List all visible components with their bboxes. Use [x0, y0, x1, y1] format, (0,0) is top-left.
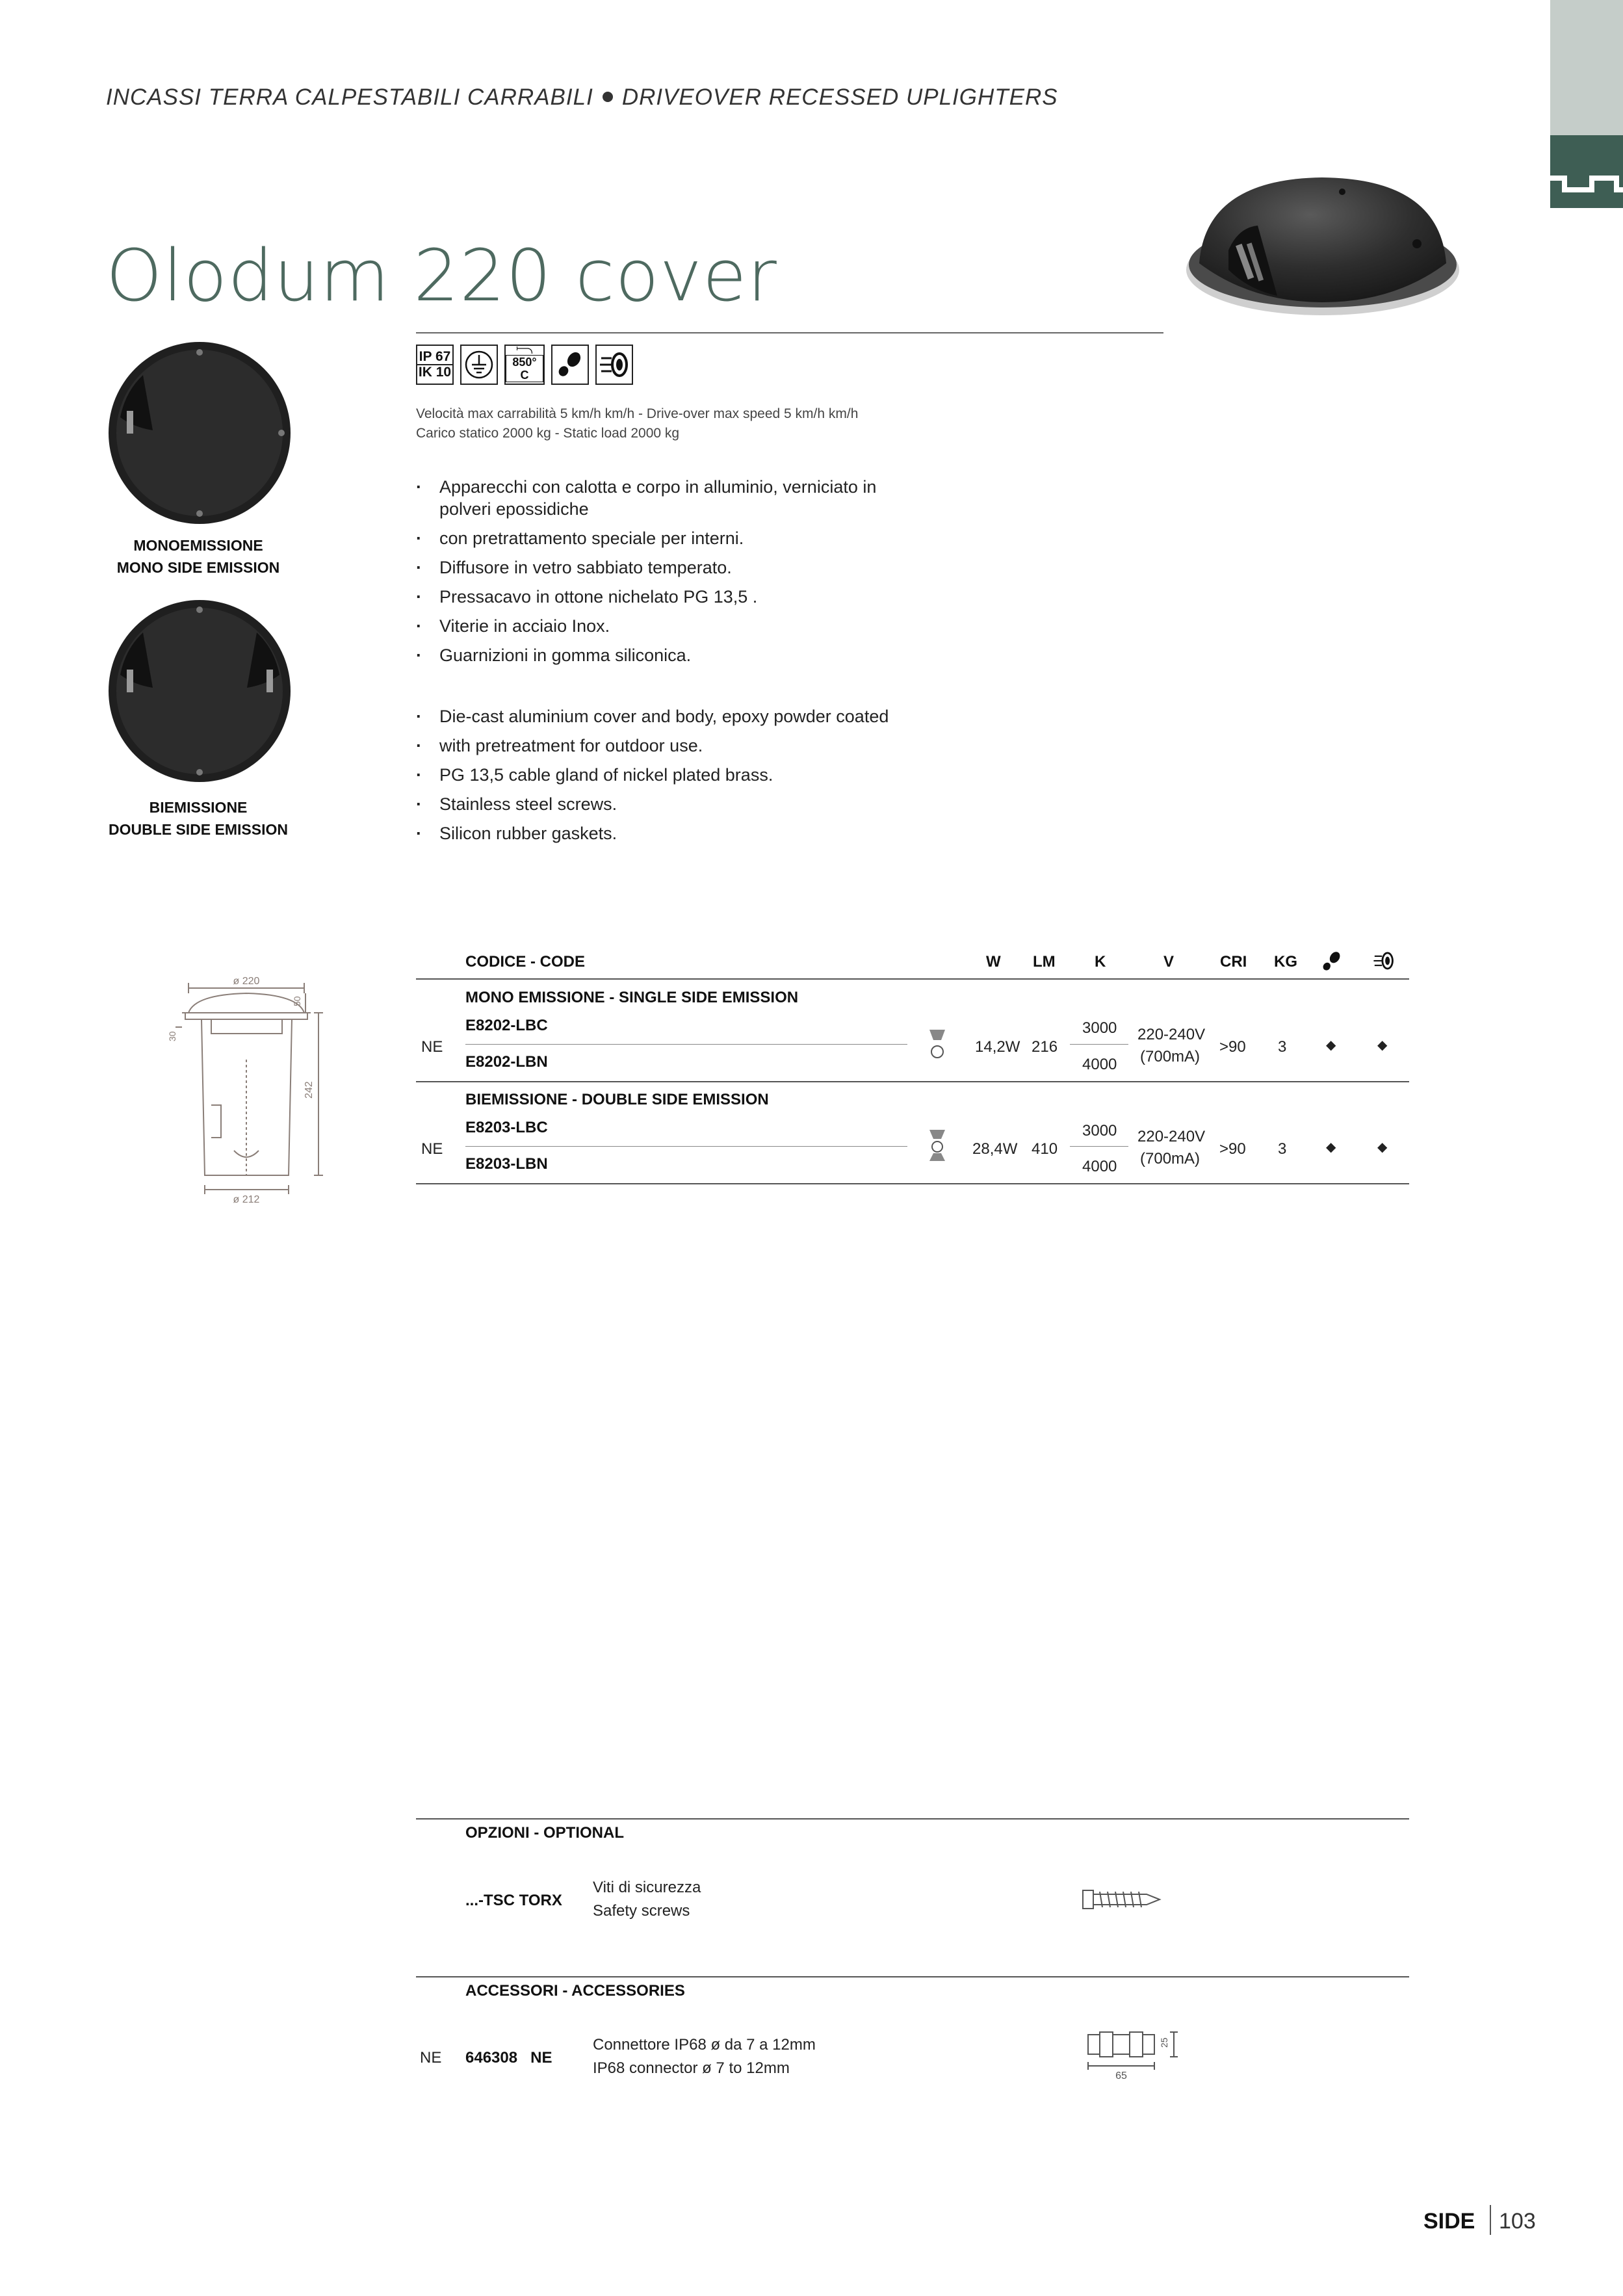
cell-cri: >90	[1219, 1140, 1246, 1158]
list-item: · Die-cast aluminium cover and body, epoxy powder coated	[416, 705, 910, 727]
cell-cri: >90	[1219, 1038, 1246, 1056]
glow-wire-label: 850° C	[506, 355, 543, 382]
connector-height-label: 25	[1159, 2037, 1169, 2048]
list-item: · Apparecchi con calotta e corpo in alluminio, verniciato in polveri epossidiche	[416, 476, 910, 520]
cell-ma: (700mA)	[1140, 1048, 1201, 1065]
th-lm: LM	[1033, 953, 1056, 971]
row-divider	[465, 1044, 907, 1045]
cell-kg: 3	[1278, 1038, 1287, 1056]
cell-w: 14,2W	[975, 1038, 1020, 1056]
accessory-desc	[593, 2033, 816, 2080]
table-header-rule	[416, 978, 1409, 980]
table-row-code: E8203-LBC	[465, 1119, 548, 1136]
list-item: · Guarnizioni in gomma siliconica.	[416, 644, 910, 666]
ik-rating: IK 10	[418, 365, 452, 380]
caption-it: BIEMISSIONE	[149, 799, 248, 816]
dim-left-label: 30	[167, 1031, 177, 1041]
section-tab-icon-box	[1550, 135, 1623, 208]
list-item: · con pretrattamento speciale per interni.	[416, 527, 910, 549]
mono-emission-caption	[101, 534, 296, 579]
mono-emission-icon	[926, 1027, 952, 1060]
optional-code: ...-TSC TORX	[465, 1892, 562, 1909]
accessory-code-finish: NE	[530, 2049, 552, 2067]
caption-en: DOUBLE SIDE EMISSION	[108, 821, 289, 838]
mono-emission-photo	[107, 339, 292, 527]
cell-ma: (700mA)	[1140, 1150, 1201, 1168]
load-specs	[416, 404, 858, 443]
title-divider	[416, 332, 1163, 333]
list-item: · PG 13,5 cable gland of nickel plated brass.	[416, 764, 910, 786]
cell-k: 4000	[1082, 1158, 1117, 1175]
cell-lm: 216	[1032, 1038, 1058, 1056]
th-cri: CRI	[1220, 953, 1247, 971]
row-divider	[465, 1146, 907, 1147]
double-emission-icon	[926, 1127, 952, 1164]
th-kg: KG	[1274, 953, 1297, 971]
dim-bottom-label: ø 212	[233, 1194, 260, 1205]
accessory-desc-en: IP68 connector ø 7 to 12mm	[593, 2059, 790, 2077]
double-emission-caption	[101, 796, 296, 841]
technical-drawing	[162, 969, 331, 1209]
optional-desc-it: Viti di sicurezza	[593, 1879, 701, 1896]
optional-title: OPZIONI - OPTIONAL	[465, 1824, 624, 1842]
cell-k: 3000	[1082, 1122, 1117, 1140]
certification-icons	[416, 345, 633, 385]
group-rule	[416, 1183, 1409, 1184]
product-photo	[1180, 172, 1466, 319]
category-en: DRIVEOVER RECESSED UPLIGHTERS	[621, 85, 1058, 110]
driveover-icon	[595, 345, 633, 385]
connector-length-label: 65	[1115, 2070, 1127, 2081]
glow-wire-850-icon	[504, 345, 545, 385]
list-item: · Stainless steel screws.	[416, 793, 910, 815]
cell-walk: ◆	[1326, 1140, 1336, 1155]
cell-drive: ◆	[1377, 1038, 1388, 1052]
group-rule	[416, 1081, 1409, 1082]
table-row-code: E8202-LBN	[465, 1053, 548, 1071]
dim-top-label: ø 220	[233, 976, 260, 987]
load-spec: Carico statico 2000 kg - Static load 2000 kg	[416, 426, 680, 441]
category-header	[106, 85, 1058, 111]
accessories-title: ACCESSORI - ACCESSORIES	[465, 1982, 685, 2000]
speed-spec: Velocità max carrabilità 5 km/h km/h - Drive-over max speed 5 km/h km/h	[416, 406, 859, 421]
accessory-code	[465, 2049, 552, 2067]
list-item: · Viterie in acciaio Inox.	[416, 615, 910, 637]
list-item: · with pretreatment for outdoor use.	[416, 735, 910, 757]
cell-lm: 410	[1032, 1140, 1058, 1158]
cell-kg: 3	[1278, 1140, 1287, 1158]
th-v: V	[1163, 953, 1175, 971]
category-it: INCASSI TERRA CALPESTABILI CARRABILI	[106, 85, 593, 110]
features-it-list	[416, 476, 910, 673]
th-code: CODICE - CODE	[465, 953, 586, 971]
list-item: · Pressacavo in ottone nichelato PG 13,5 .	[416, 586, 910, 608]
walkover-icon	[551, 345, 589, 385]
accessory-finish: NE	[420, 2049, 442, 2067]
accessory-code-number: 646308	[465, 2049, 518, 2067]
cell-v: 220-240V	[1137, 1128, 1206, 1145]
caption-it: MONOEMISSIONE	[133, 537, 263, 554]
group-title: MONO EMISSIONE - SINGLE SIDE EMISSION	[465, 989, 799, 1006]
th-k: K	[1095, 953, 1106, 971]
features-en-list	[416, 705, 910, 852]
bullet-dot-icon	[603, 92, 613, 102]
dim-height-label: 242	[304, 1081, 315, 1099]
list-item: · Diffusore in vetro sabbiato temperato.	[416, 556, 910, 579]
section-tab	[1550, 0, 1623, 135]
earth-ground-icon	[460, 345, 498, 385]
cell-k: 4000	[1082, 1056, 1117, 1073]
double-emission-photo	[107, 597, 292, 785]
k-divider	[1070, 1044, 1128, 1045]
caption-en: MONO SIDE EMISSION	[116, 559, 280, 576]
group-title: BIEMISSIONE - DOUBLE SIDE EMISSION	[465, 1091, 769, 1108]
accessory-desc-it: Connettore IP68 ø da 7 a 12mm	[593, 2036, 816, 2054]
cell-k: 3000	[1082, 1019, 1117, 1037]
th-w: W	[986, 953, 1001, 971]
cell-drive: ◆	[1377, 1140, 1388, 1155]
ip67-ik10-icon	[416, 345, 454, 385]
table-row-code: E8202-LBC	[465, 1017, 548, 1034]
cell-v: 220-240V	[1137, 1026, 1206, 1043]
page-number: 103	[1499, 2209, 1536, 2234]
driveover-icon	[1373, 950, 1395, 971]
dim-cover-label: 50	[292, 996, 302, 1006]
finish-code: NE	[421, 1140, 443, 1158]
optional-rule	[416, 1818, 1409, 1820]
optional-desc	[593, 1876, 701, 1923]
cell-walk: ◆	[1326, 1038, 1336, 1052]
ip-rating: IP 67	[417, 350, 452, 365]
finish-code: NE	[421, 1038, 443, 1056]
recessed-light-icon	[1550, 135, 1623, 208]
optional-desc-en: Safety screws	[593, 1902, 690, 1920]
k-divider	[1070, 1146, 1128, 1147]
footer-divider	[1490, 2205, 1491, 2235]
page-title: Olodum 220 cover	[106, 234, 777, 317]
table-row-code: E8203-LBN	[465, 1155, 548, 1173]
connector-icon	[1085, 2029, 1183, 2081]
accessories-rule	[416, 1976, 1409, 1977]
screw-icon	[1082, 1885, 1166, 1914]
list-item: · Silicon rubber gaskets.	[416, 822, 910, 844]
cell-w: 28,4W	[972, 1140, 1018, 1158]
footer-section: SIDE	[1423, 2209, 1475, 2234]
walkover-icon	[1321, 950, 1343, 972]
